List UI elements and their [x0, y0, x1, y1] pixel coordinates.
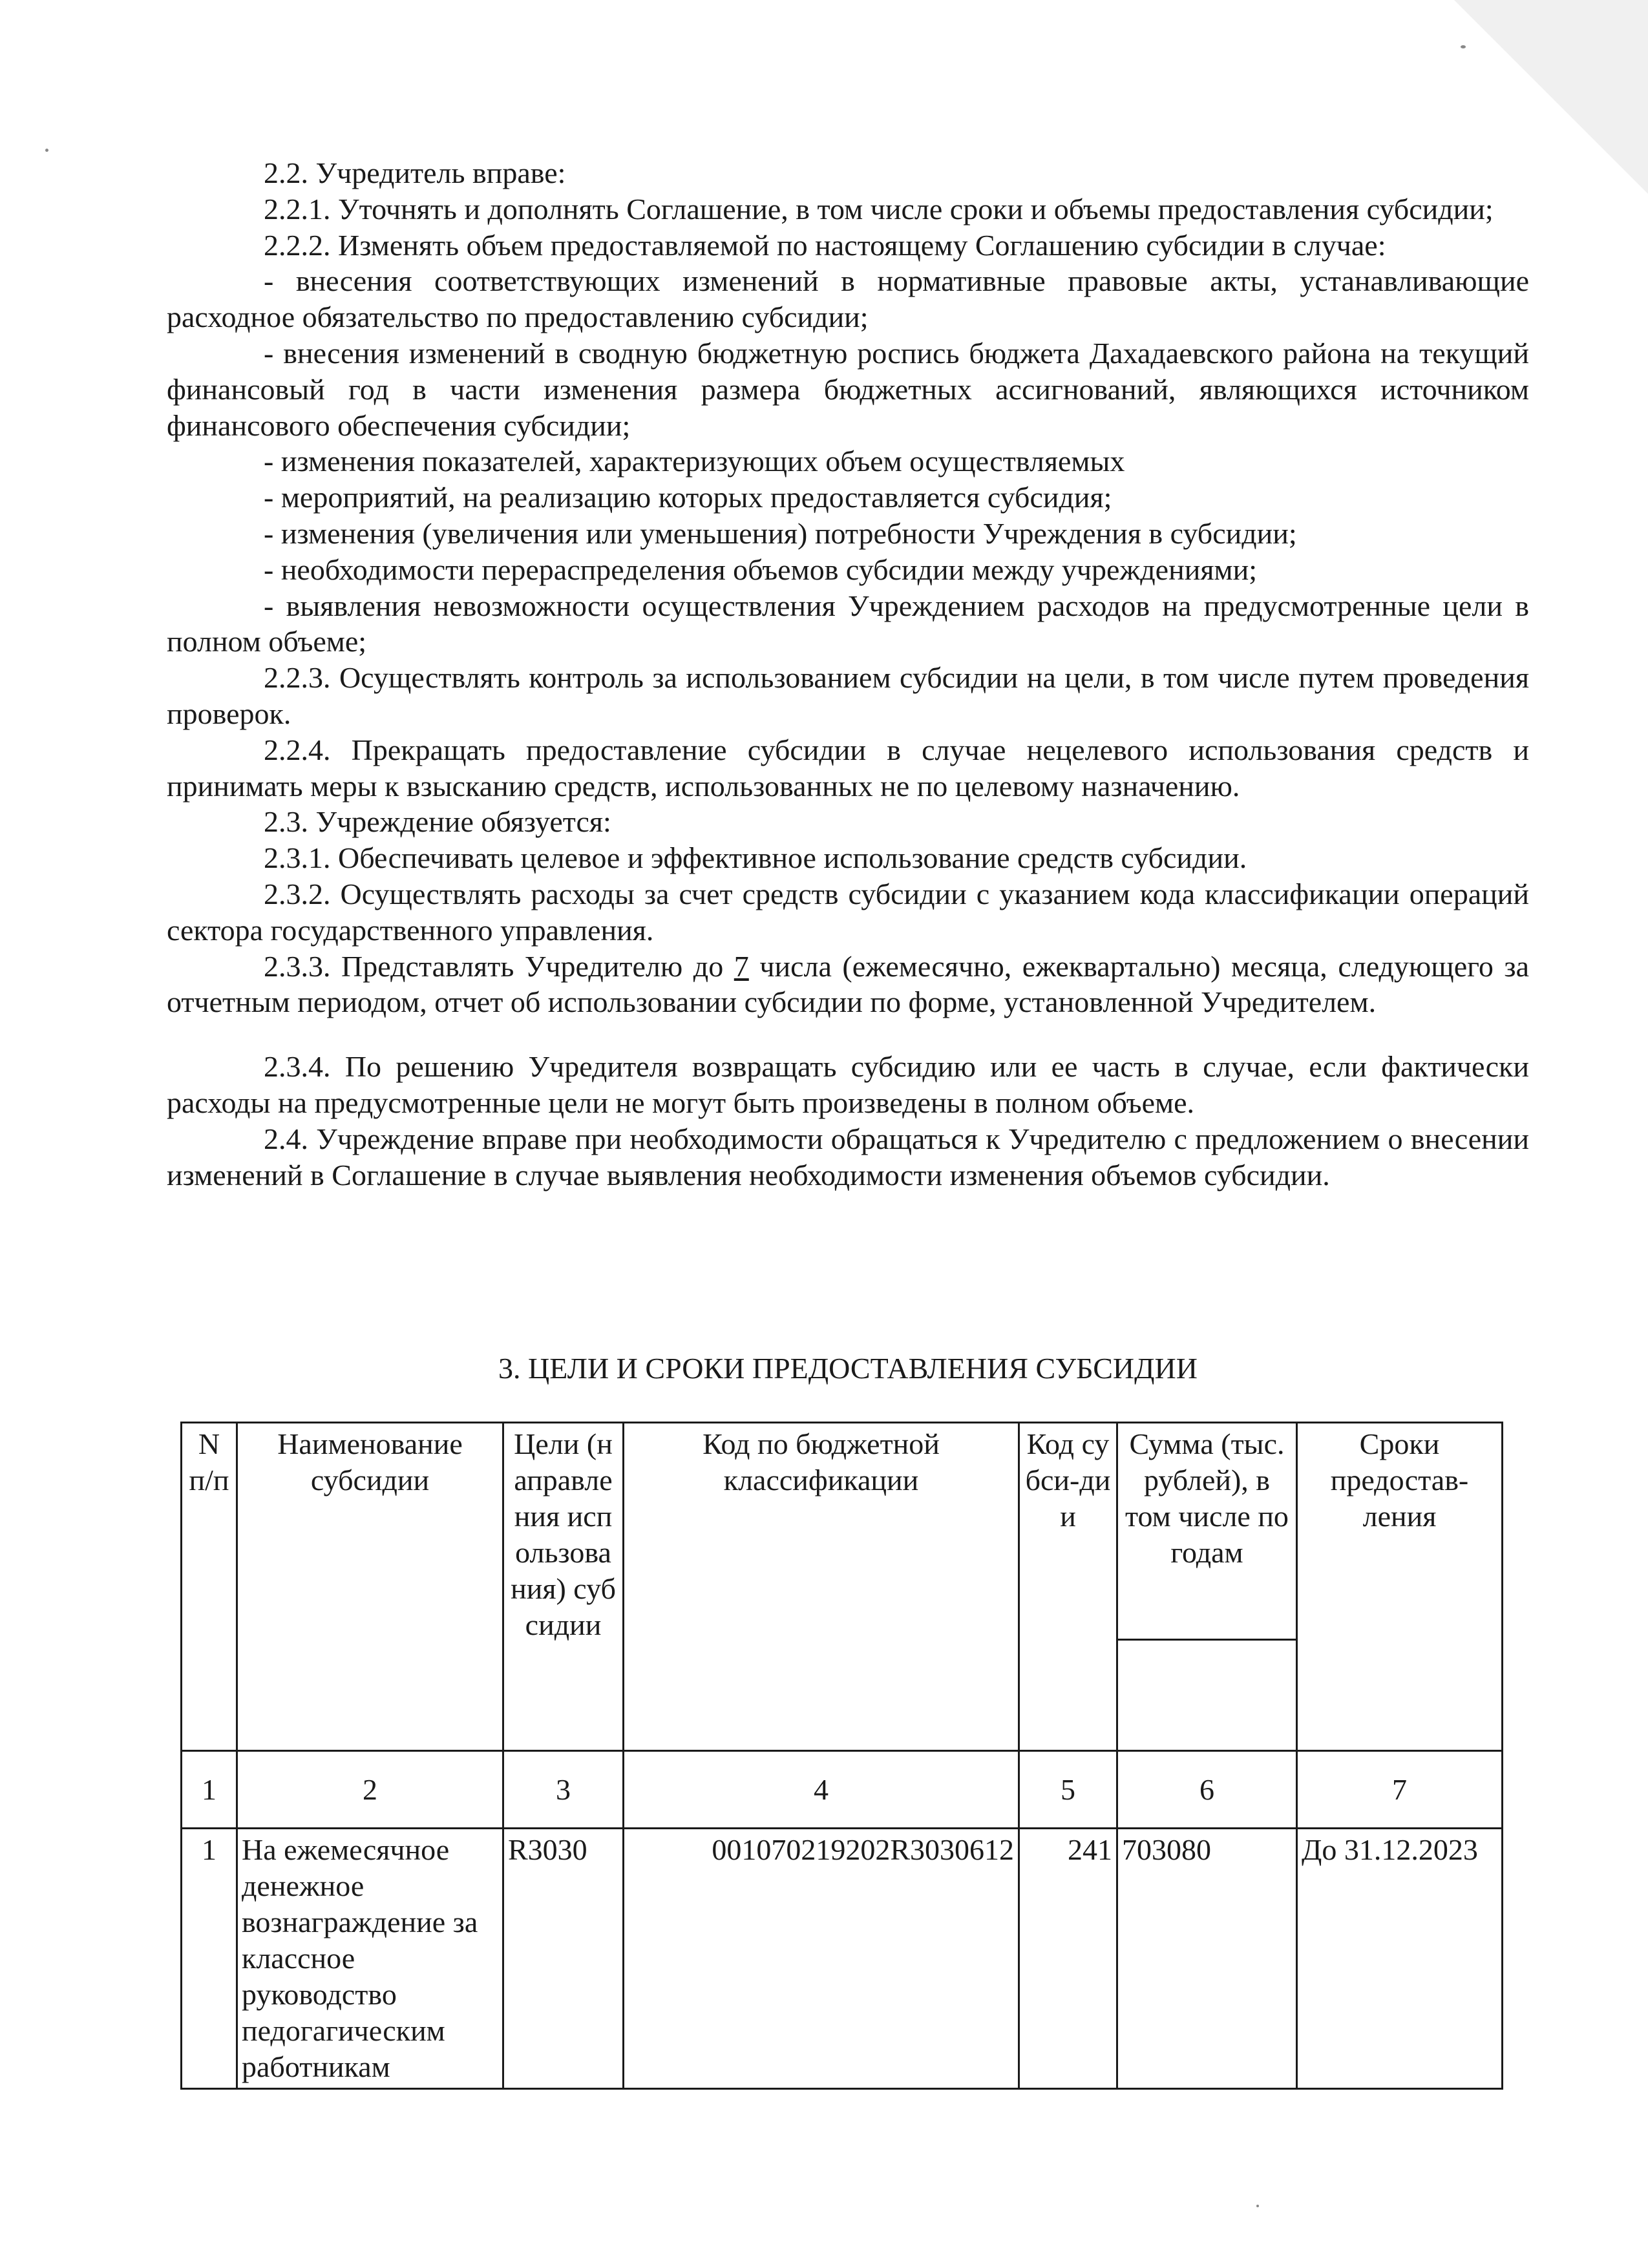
paragraph: 2.2.2. Изменять объем предоставляемой по настоящему Соглашению субсидии в случае: — [264, 228, 1386, 262]
paragraph: - мероприятий, на реализацию которых предоставляется субсидия; — [264, 481, 1112, 514]
underlined-day-number: 7 — [734, 949, 749, 983]
paragraph: 2.3. Учреждение обязуется: — [264, 805, 611, 839]
paragraph: 2.2.3. Осуществлять контроль за использованием субсидии на цели, в том числе путем проведения проверок. — [167, 661, 1529, 730]
empty-year-cell — [1117, 1640, 1297, 1751]
header-cell: Код по бюджетной классификации — [624, 1423, 1019, 1751]
header-cell: Сроки предостав-ления — [1297, 1423, 1503, 1751]
paragraph-text-after: числа (ежемесячно, ежеквартально) месяца, следующего за отчетным периодом, отчет об использовании субсидии по форме, установленной Учредителем. — [167, 949, 1529, 1019]
header-cell: Наименование субсидии — [237, 1423, 503, 1751]
row-number: 1 — [182, 1829, 237, 2089]
scan-speck — [1256, 2205, 1259, 2207]
paragraph: 2.2.4. Прекращать предоставление субсидии в случае нецелевого использования средств и принимать меры к взысканию средств, использованных не по целевому назначению. — [167, 733, 1529, 803]
paragraph-with-underline — [167, 949, 1529, 1021]
column-number: 6 — [1117, 1751, 1297, 1829]
paragraph: - изменения (увеличения или уменьшения) потребности Учреждения в субсидии; — [264, 516, 1297, 550]
paragraph: - выявления невозможности осуществления Учреждением расходов на предусмотренные цели в полном объеме; — [167, 589, 1529, 658]
paragraph: 2.3.4. По решению Учредителя возвращать субсидию или ее часть в случае, если фактически расходы на предусмотренные цели не могут быть произведены в полном объеме. — [167, 1050, 1529, 1119]
column-number: 2 — [237, 1751, 503, 1829]
table-row — [182, 1829, 1503, 2089]
document-body — [167, 155, 1529, 1193]
provision-term: До 31.12.2023 — [1297, 1829, 1503, 2089]
subsidy-goal: R3030 — [503, 1829, 624, 2089]
column-number: 4 — [624, 1751, 1019, 1829]
header-cell: Цели (направления использования) субсидии — [503, 1423, 624, 1751]
paragraph-text-before: 2.3.3. Представлять Учредителю до — [264, 949, 734, 983]
table-header-row — [182, 1423, 1503, 1640]
subsidy-name: На ежемесячное денежное вознаграждение за классное руководство педогагическим работникам — [237, 1829, 503, 2089]
subsidy-code: 241 — [1019, 1829, 1117, 2089]
paragraph: 2.3.2. Осуществлять расходы за счет средств субсидии с указанием кода классификации операций сектора государственного управления. — [167, 877, 1529, 947]
column-number: 3 — [503, 1751, 624, 1829]
paragraph: 2.4. Учреждение вправе при необходимости обращаться к Учредителю с предложением о внесении изменений в Соглашение в случае выявления необходимости изменения объемов субсидии. — [167, 1122, 1529, 1192]
paragraph: - необходимости перераспределения объемов субсидии между учреждениями; — [264, 552, 1257, 586]
paragraph: 2.2. Учредитель вправе: — [264, 156, 566, 189]
paragraph: - внесения изменений в сводную бюджетную роспись бюджета Дахадаевского района на текущий финансовый год в части изменения размера бюджетных ассигнований, являющихся источником финансового обеспечения субсидии; — [167, 336, 1529, 442]
paragraph: - внесения соответствующих изменений в нормативные правовые акты, устанавливающие расходное обязательство по предоставлению субсидии; — [167, 264, 1529, 334]
paragraph: 2.3.1. Обеспечивать целевое и эффективное использование средств субсидии. — [264, 841, 1247, 875]
column-number: 7 — [1297, 1751, 1503, 1829]
paragraph: 2.2.1. Уточнять и дополнять Соглашение, в том числе сроки и объемы предоставления субсидии; — [264, 192, 1494, 226]
scan-speck — [1461, 45, 1466, 48]
section-title: 3. ЦЕЛИ И СРОКИ ПРЕДОСТАВЛЕНИЯ СУБСИДИИ — [498, 1352, 1198, 1385]
paragraph: - изменения показателей, характеризующих объем осуществляемых — [264, 445, 1125, 478]
scan-speck — [45, 149, 48, 152]
header-cell: Сумма (тыс. рублей), в том числе по годам — [1117, 1423, 1297, 1640]
column-number: 1 — [182, 1751, 237, 1829]
column-number-row — [182, 1751, 1503, 1829]
budget-classification-code: 001070219202R3030612 — [624, 1829, 1019, 2089]
column-number: 5 — [1019, 1751, 1117, 1829]
subsidy-table — [180, 1422, 1503, 2090]
header-cell: N п/п — [182, 1423, 237, 1751]
header-cell: Код субси-дии — [1019, 1423, 1117, 1751]
subsidy-amount: 703080 — [1117, 1829, 1297, 2089]
